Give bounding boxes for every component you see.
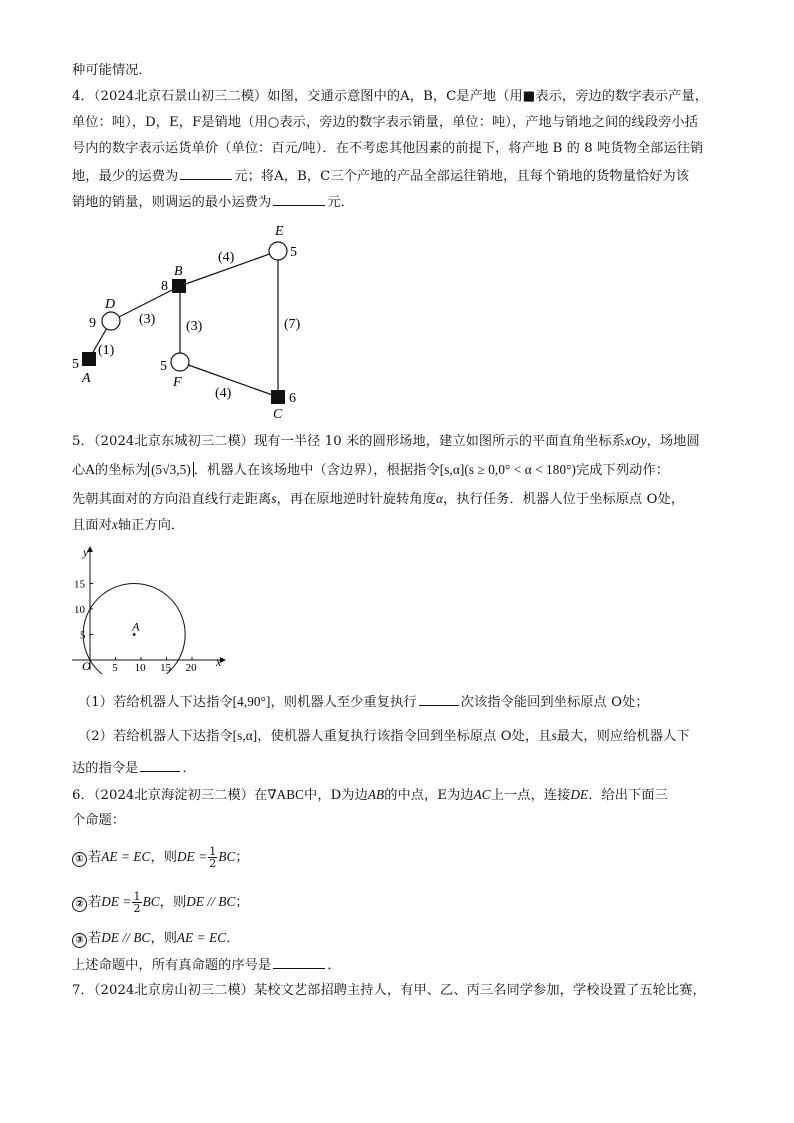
- q6-line-1: 6．（2024北京海淀初三二模）在∇ABC中，D为边AB的中点，E为边AC上一点，连接DE．给出下面三: [72, 787, 668, 803]
- q6-line-2: 个命题：: [72, 813, 126, 828]
- node-B-producer: [172, 279, 186, 293]
- node-D-label: D: [105, 297, 116, 312]
- q5-line-4: 且面对x轴正方向．: [72, 517, 185, 533]
- q4-line-3: 号内的数字表示运货单价（单位：百元/吨）．在不考虑其他因素的前提下，将产地 B 的 8 吨货物全部运往销: [72, 141, 704, 156]
- answer-blank[interactable]: [273, 955, 325, 969]
- node-A-label: A: [82, 371, 91, 386]
- node-B-value: 8: [161, 279, 168, 294]
- center-point-label: A: [132, 619, 140, 634]
- answer-blank[interactable]: [140, 758, 180, 772]
- circled-number-1: ①: [72, 852, 87, 867]
- answer-blank[interactable]: [180, 166, 232, 180]
- node-E-value: 5: [290, 245, 297, 260]
- q4-line-4: 地，最少的运费为 元；将A，B，C三个产地的产品全部运往销地，且每个销地的货物量恰好为该: [72, 166, 732, 186]
- node-C-producer: [271, 390, 285, 404]
- edge-B-E-price: (4): [218, 250, 235, 265]
- q4-line-2: 单位：吨），D，E，F是销地（用○表示，旁边的数字表示销量，单位：吨），产地与销地之间的线段旁小括: [72, 115, 698, 130]
- fraction-half: $\frac{1}{2}$: [209, 845, 217, 870]
- node-A-producer: [82, 352, 96, 366]
- text-line: 种可能情况．: [72, 63, 152, 78]
- node-E-consumer: [269, 242, 287, 260]
- node-E-label: E: [275, 224, 284, 239]
- node-A-value: 5: [72, 357, 79, 372]
- q4-line-1: 4．（2024北京石景山初三二模）如图，交通示意图中的A，B，C是产地（用■表示，旁边的数字表示产量，: [72, 89, 709, 104]
- q5-sub-1: （1）若给机器人下达指令[4,90°]，则机器人至少重复执行 次该指令能回到坐标原点 O处；: [78, 694, 649, 710]
- q5-line-3: 先朝其面对的方向沿直线行走距离s，再在原地逆时针旋转角度α，执行任务．机器人位于坐标原点 O处，: [72, 491, 685, 507]
- x-tick-label: 5: [112, 662, 118, 674]
- q5-line-2: 心A的坐标为 (5√3,5) ．机器人在该场地中（含边界），根据指令[s,α](s ≥ 0,0° < α < 180°)完成下列动作：: [72, 462, 670, 478]
- fraction-half: $\frac{1}{2}$: [133, 890, 141, 915]
- q4-line-5: 销地的销量，则调运的最小运费为 元．: [72, 192, 732, 212]
- node-B-label: B: [174, 264, 183, 279]
- edge-A-D-price: (1): [98, 343, 115, 358]
- node-D-consumer: [102, 312, 120, 330]
- q6-proposition-3: ③ 若DE // BC，则AE = EC．: [72, 929, 732, 948]
- answer-blank[interactable]: [419, 692, 459, 706]
- q7-line-1: 7．（2024北京房山初三二模）某校文艺部招聘主持人，有甲、乙、丙三名同学参加，学校设置了五轮比赛，: [72, 983, 706, 998]
- y-tick-label: 5: [80, 629, 86, 642]
- x-tick-label: 10: [134, 662, 146, 674]
- node-F-label: F: [173, 375, 182, 390]
- circled-number-3: ③: [72, 933, 87, 948]
- x-tick-label: 20: [185, 662, 197, 674]
- y-tick-label: 15: [74, 578, 85, 591]
- transport-network-diagram: [60, 222, 320, 427]
- edge-F-C-price: (4): [215, 386, 232, 401]
- node-F-consumer: [171, 353, 189, 371]
- circled-number-2: ②: [72, 897, 87, 912]
- q6-answer-line: 上述命题中，所有真命题的序号是 ．: [72, 955, 732, 975]
- x-tick-label: 15: [160, 662, 172, 674]
- node-D-value: 9: [89, 316, 96, 331]
- node-C-label: C: [273, 407, 283, 422]
- y-tick-label: 10: [74, 604, 85, 616]
- edge-B-F-price: (3): [186, 319, 203, 334]
- x-axis-label: x: [216, 655, 222, 669]
- q5-sub-2-cont: 达的指令是 ．: [72, 758, 732, 778]
- node-C-value: 6: [289, 391, 296, 406]
- edge-D-B-price: (3): [139, 312, 156, 327]
- origin-label: O: [82, 659, 91, 673]
- edge-E-C-price: (7): [284, 317, 301, 332]
- q6-proposition-1: ① 若AE = EC，则DE = $\frac{1}{2}$ BC；: [72, 846, 732, 869]
- y-axis-label: y: [83, 545, 89, 559]
- answer-blank[interactable]: [273, 192, 325, 206]
- q6-proposition-2: ② 若DE = $\frac{1}{2}$ BC，则DE // BC；: [72, 891, 732, 914]
- coordinate-plane-chart: [70, 544, 230, 674]
- node-F-value: 5: [160, 359, 167, 374]
- center-point-A: [133, 633, 136, 636]
- q5-line-1: 5．（2024北京东城初三二模）现有一半径 10 米的圆形场地，建立如图所示的平面直角坐标系xOy，场地圆: [72, 433, 700, 449]
- q5-sub-2: （2）若给机器人下达指令[s,α]，使机器人重复执行该指令回到坐标原点 O处，且s最大，则应给机器人下: [78, 728, 690, 744]
